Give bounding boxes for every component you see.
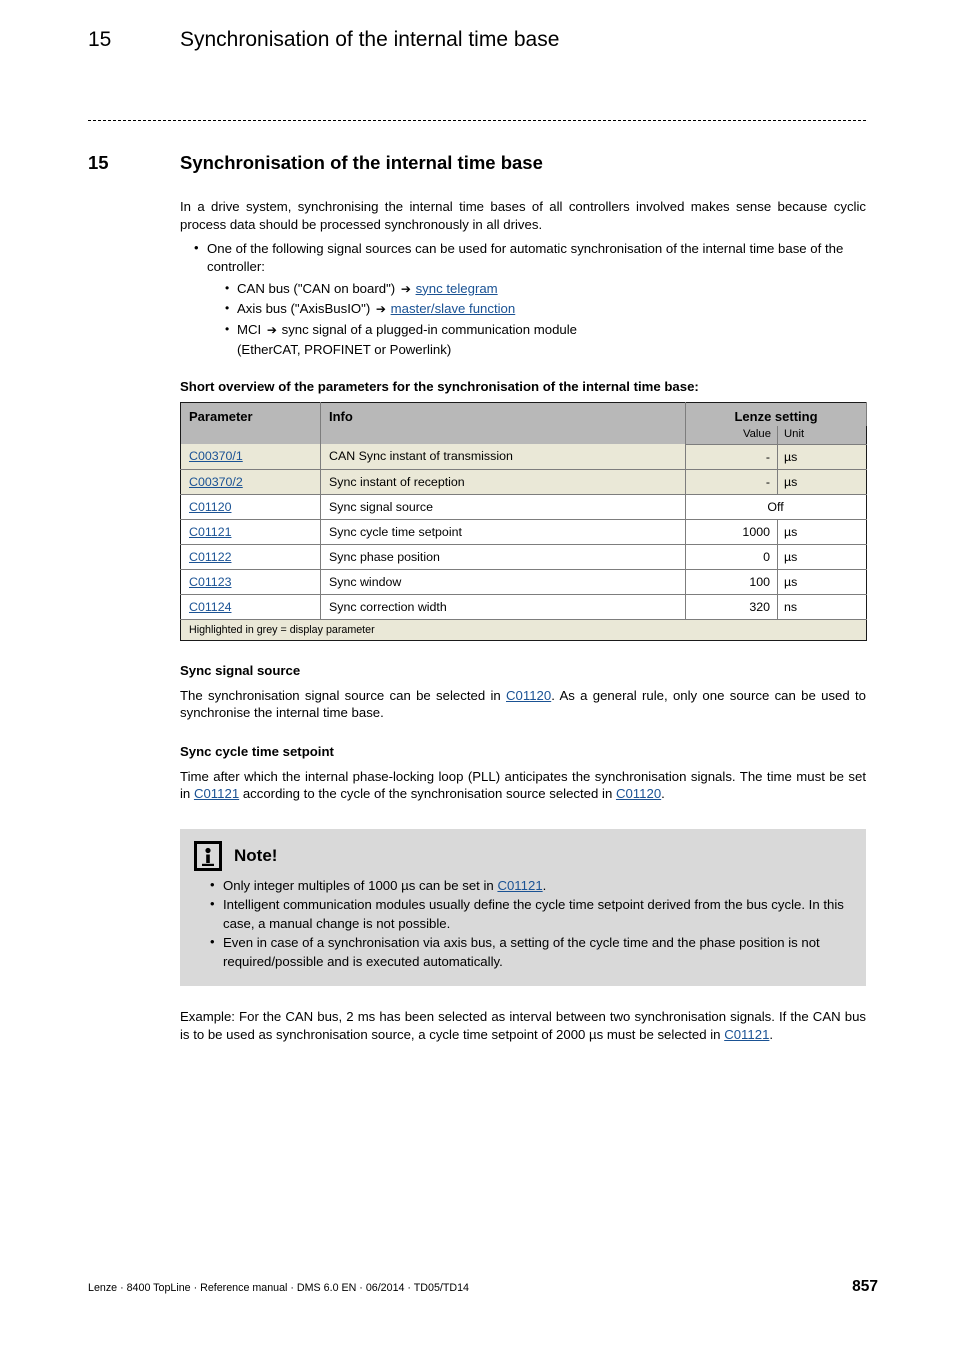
subsection-body-sync-signal-source: [180, 687, 866, 722]
table-row: [181, 469, 867, 494]
arrow-right-icon: ➔: [375, 302, 386, 317]
note-text-part: Only integer multiples of 1000 µs can be set in: [223, 877, 498, 893]
intro-paragraph: In a drive system, synchronising the internal time bases of all controllers involved makes sense because cyclic process data should be processed synchronously in all drives.: [180, 199, 866, 232]
parameter-cell: [181, 544, 321, 569]
list-item: [210, 896, 852, 933]
link-parameter-code[interactable]: C01124: [189, 599, 232, 614]
table-row: [181, 519, 867, 544]
arrow-right-icon: ➔: [400, 281, 411, 296]
value-cell: 320: [686, 594, 778, 619]
unit-cell: µs: [778, 569, 867, 594]
section-title: Synchronisation of the internal time base: [180, 152, 543, 173]
section-heading: [88, 152, 878, 174]
unit-cell: µs: [778, 469, 867, 494]
value-cell: 1000: [686, 519, 778, 544]
link-c01121[interactable]: C01121: [193, 786, 240, 802]
table-row: [181, 569, 867, 594]
table-header-row: [181, 402, 867, 426]
link-parameter-code[interactable]: C00370/1: [189, 449, 243, 464]
subsection-heading-sync-signal-source: Sync signal source: [180, 662, 301, 678]
page-footer: [88, 1278, 878, 1296]
info-cell: Sync correction width: [321, 594, 686, 619]
table-lead-in: Short overview of the parameters for the synchronisation of the internal time base:: [180, 378, 699, 394]
signal-source-modules: (EtherCAT, PROFINET or Powerlink): [237, 342, 452, 358]
table-legend-row: [181, 619, 867, 640]
example-paragraph: [180, 1008, 866, 1043]
subsection-heading-sync-cycle-time-setpoint: Sync cycle time setpoint: [180, 743, 334, 759]
col-header-parameter: Parameter: [181, 402, 321, 444]
info-cell: CAN Sync instant of transmission: [321, 444, 686, 469]
example-text-part: Example: For the CAN bus, 2 ms has been selected as interval between two synchronisation signals. If the CAN bus is to be used as synchronisation source, a cycle time setpoint of 2000 µs must be selected in: [180, 1009, 866, 1042]
col-header-unit: Unit: [778, 426, 867, 445]
list-item: [194, 240, 866, 361]
note-bullet-list: [194, 877, 852, 972]
table-row: [181, 444, 867, 469]
link-c01121[interactable]: C01121: [724, 1026, 770, 1042]
info-cell: Sync phase position: [321, 544, 686, 569]
info-cell: Sync instant of reception: [321, 469, 686, 494]
parameter-cell: [181, 569, 321, 594]
content-column: [180, 198, 866, 1043]
info-icon: [194, 841, 222, 871]
note-title: Note!: [234, 845, 278, 865]
running-header: [88, 28, 878, 52]
header-divider: [88, 120, 866, 121]
value-cell: 0: [686, 544, 778, 569]
body-text-part: .: [661, 786, 665, 802]
parameter-cell: [181, 444, 321, 469]
note-box: [180, 829, 866, 987]
unit-cell: ns: [778, 594, 867, 619]
list-item: [210, 877, 852, 896]
link-parameter-code[interactable]: C00370/2: [189, 474, 243, 489]
unit-cell: µs: [778, 519, 867, 544]
link-c01121[interactable]: C01121: [497, 877, 543, 893]
table-legend-text: Highlighted in grey = display parameter: [181, 619, 867, 640]
body-text-part: The synchronisation signal source can be selected in: [180, 687, 506, 703]
section-number: 15: [88, 152, 109, 173]
note-text-part: Even in case of a synchronisation via axis bus, a setting of the cycle time and the phase position is not required/possible and is executed automatically.: [223, 935, 820, 969]
parameter-table-body: [181, 444, 867, 640]
footer-imprint: Lenze · 8400 TopLine · Reference manual · DMS 6.0 EN · 06/2014 · TD05/TD14: [88, 1282, 469, 1294]
signal-source-label: CAN bus ("CAN on board"): [237, 280, 396, 296]
parameter-cell: [181, 494, 321, 519]
col-header-lenze-setting: Lenze setting: [686, 402, 867, 426]
note-text-part: Intelligent communication modules usually define the cycle time setpoint derived from the bus cycle. In this case, a manual change is not possible.: [223, 897, 844, 931]
table-row: [181, 494, 867, 519]
subsection-body-sync-cycle-time-setpoint: [180, 768, 866, 803]
link-parameter-code[interactable]: C01121: [189, 524, 232, 539]
note-text-part: .: [542, 877, 547, 893]
body-text-part: . As a general rule, only one source can be used to synchronise the internal time base.: [180, 687, 866, 721]
parameter-cell: [181, 594, 321, 619]
running-header-number: 15: [88, 28, 112, 51]
table-row: [181, 594, 867, 619]
body-text-part: according to the cycle of the synchronisation source selected in: [239, 786, 616, 802]
example-text-part: .: [769, 1026, 774, 1042]
value-cell: 100: [686, 569, 778, 594]
value-cell: -: [686, 469, 778, 494]
parameter-cell: [181, 469, 321, 494]
signal-source-label: MCI: [237, 321, 262, 337]
link-c01120[interactable]: C01120: [615, 786, 662, 802]
intro-bullet-main-text: One of the following signal sources can be used for automatic synchronisation of the internal time base of the controller:: [207, 241, 844, 274]
parameter-cell: [181, 519, 321, 544]
list-item: [210, 934, 852, 971]
info-cell: Sync signal source: [321, 494, 686, 519]
intro-bullet-list: [180, 240, 866, 361]
footer-page-number: 857: [852, 1278, 878, 1295]
info-cell: Sync window: [321, 569, 686, 594]
info-cell: Sync cycle time setpoint: [321, 519, 686, 544]
running-header-title: Synchronisation of the internal time base: [180, 28, 560, 51]
signal-source-list: [207, 279, 866, 361]
link-parameter-code[interactable]: C01120: [189, 499, 232, 514]
link-sync-telegram[interactable]: sync telegram: [415, 280, 498, 296]
link-parameter-code[interactable]: C01122: [189, 549, 232, 564]
list-item: [225, 279, 866, 300]
col-header-value: Value: [686, 426, 778, 445]
col-header-info: Info: [321, 402, 686, 444]
arrow-right-icon: ➔: [266, 322, 277, 337]
unit-cell: µs: [778, 444, 867, 469]
signal-source-description: sync signal of a plugged-in communication module: [281, 321, 578, 337]
parameter-table: [180, 402, 867, 641]
value-cell: Off: [686, 494, 867, 519]
link-c01120[interactable]: C01120: [506, 687, 552, 703]
unit-cell: µs: [778, 544, 867, 569]
signal-source-label: Axis bus ("AxisBusIO"): [237, 301, 371, 317]
link-master-slave-function[interactable]: master/slave function: [390, 301, 516, 317]
list-item: [225, 320, 866, 361]
value-cell: -: [686, 444, 778, 469]
body-text-part: Time after which the internal phase-locking loop (PLL) anticipates the synchronisation signals. The time must be set in: [180, 768, 866, 802]
list-item: [225, 299, 866, 320]
table-row: [181, 544, 867, 569]
note-header: [194, 841, 852, 871]
link-parameter-code[interactable]: C01123: [189, 574, 232, 589]
